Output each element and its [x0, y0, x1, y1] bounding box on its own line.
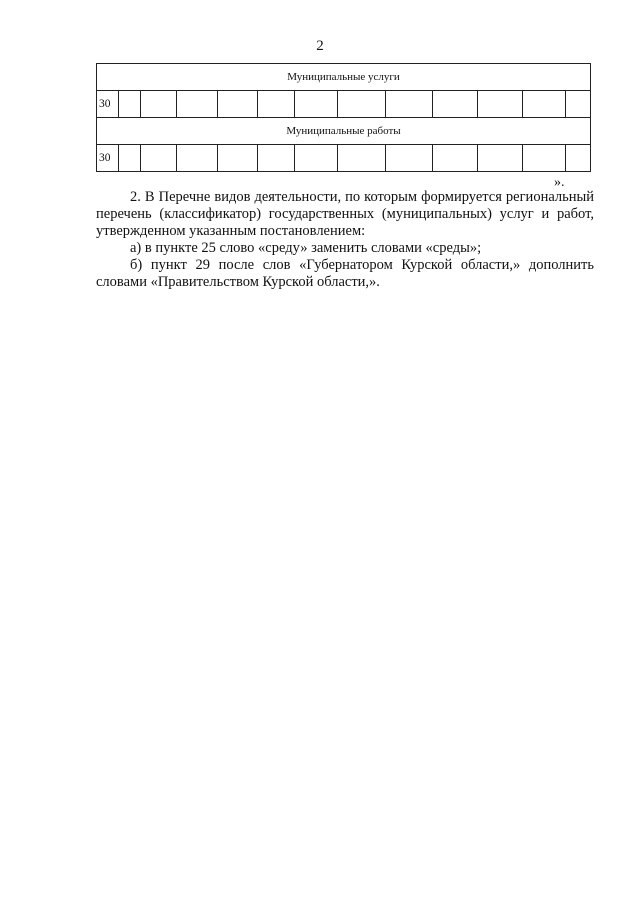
empty-cell: [566, 145, 591, 172]
empty-cell: [433, 145, 478, 172]
classifier-table: [96, 63, 591, 172]
empty-cell: [141, 91, 177, 118]
empty-cell: [338, 145, 386, 172]
empty-cell: [566, 91, 591, 118]
table-section-row: [97, 64, 591, 91]
empty-cell: [386, 91, 433, 118]
empty-cell: [295, 91, 338, 118]
empty-cell: [218, 91, 258, 118]
empty-cell: [478, 91, 523, 118]
paragraph: 2. В Перечне видов деятельности, по которым формируется региональный перечень (классификатор) государственных (муниципальных) услуг и работ, утвержденном указанным постановлением:: [96, 189, 594, 239]
closing-quote: ».: [554, 175, 565, 190]
empty-cell: [177, 91, 218, 118]
empty-cell: [141, 145, 177, 172]
empty-cell: [295, 145, 338, 172]
paragraph: б) пункт 29 после слов «Губернатором Курской области,» дополнить словами «Правительством Курской области,».: [96, 257, 594, 290]
section-heading: Муниципальные услуги: [97, 64, 591, 91]
empty-cell: [523, 91, 566, 118]
empty-cell: [523, 145, 566, 172]
empty-cell: [338, 91, 386, 118]
row-number-cell: 30: [97, 91, 119, 118]
empty-cell: [433, 91, 478, 118]
empty-cell: [258, 145, 295, 172]
table-row: [97, 91, 591, 118]
empty-cell: [258, 91, 295, 118]
empty-cell: [177, 145, 218, 172]
section-heading: Муниципальные работы: [97, 118, 591, 145]
body-text: [96, 189, 594, 291]
empty-cell: [119, 91, 141, 118]
empty-cell: [218, 145, 258, 172]
empty-cell: [119, 145, 141, 172]
table-section-row: [97, 118, 591, 145]
page-number: 2: [316, 38, 324, 54]
table-row: [97, 145, 591, 172]
empty-cell: [478, 145, 523, 172]
empty-cell: [386, 145, 433, 172]
row-number-cell: 30: [97, 145, 119, 172]
paragraph: а) в пункте 25 слово «среду» заменить словами «среды»;: [130, 240, 482, 256]
